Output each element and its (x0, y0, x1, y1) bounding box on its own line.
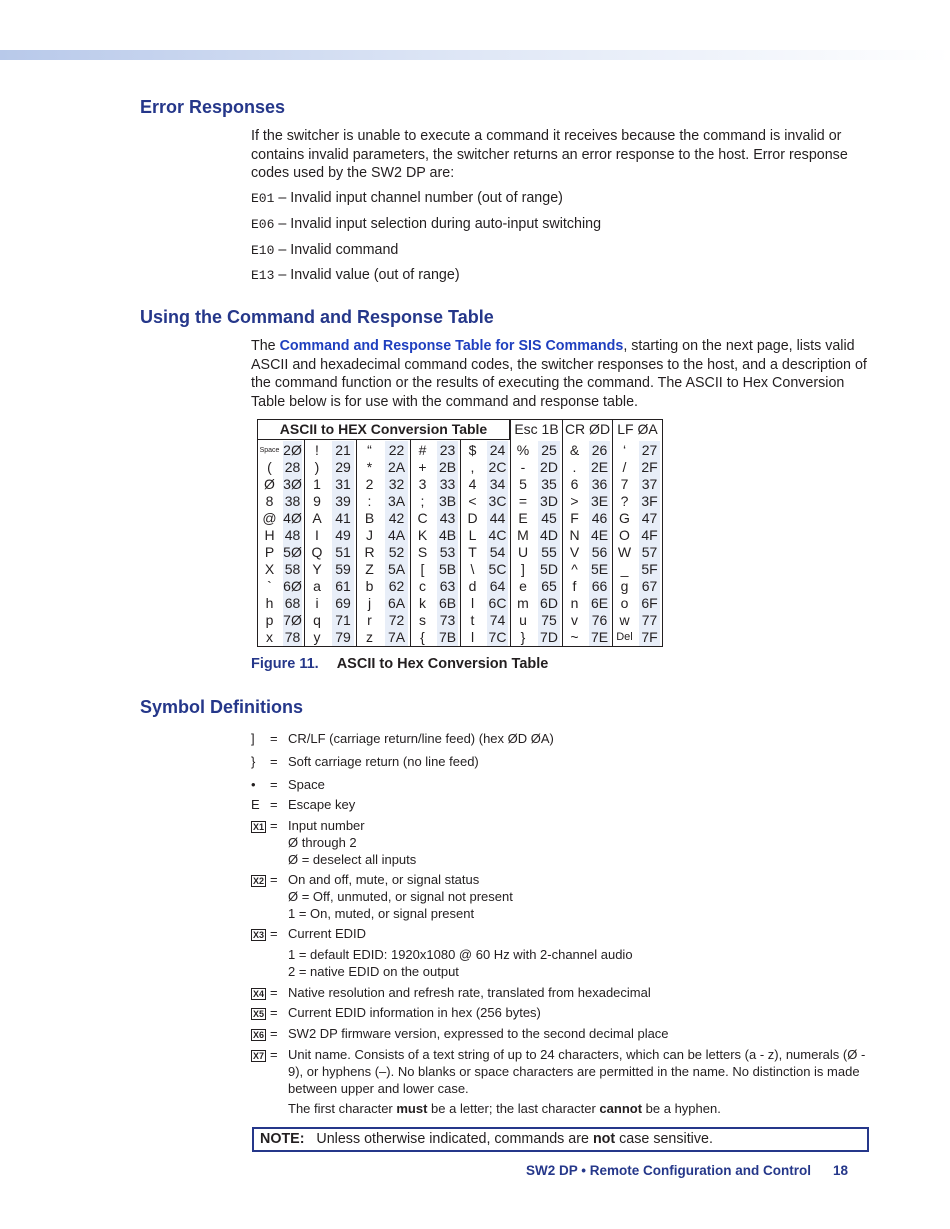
symbol-key (251, 730, 287, 747)
hex-code: 33 (439, 476, 456, 492)
ascii-char: ` (267, 578, 272, 594)
equals-sign: = (270, 985, 278, 1000)
header-gradient-bar (0, 50, 950, 60)
hex-code: 4C (488, 527, 507, 543)
hex-code: 38 (284, 493, 301, 509)
ascii-char: s (419, 612, 426, 628)
ascii-char: k (419, 595, 426, 611)
equals-sign: = (270, 1047, 278, 1062)
error-code: E06 (251, 217, 275, 232)
hex-code: 74 (489, 612, 506, 628)
hex-code: 53 (439, 544, 456, 560)
ascii-char: , (470, 459, 475, 475)
hex-code: 61 (335, 578, 351, 594)
symbol-description: Current EDID (288, 926, 367, 941)
rule-part: The first character (288, 1101, 397, 1116)
hex-code: 34 (489, 476, 506, 492)
error-desc: – Invalid command (274, 242, 399, 258)
ascii-char: h (265, 595, 274, 611)
hex-code: 49 (335, 527, 351, 543)
figure-number: Figure 11. (251, 656, 319, 672)
symbol-key (251, 1025, 287, 1042)
footer-title: SW2 DP • Remote Configuration and Control (526, 1163, 811, 1178)
symbol-description: SW2 DP firmware version, expressed to the second decimal place (288, 1026, 669, 1041)
note-label: NOTE: (260, 1131, 305, 1147)
para-text: The (251, 338, 280, 354)
ascii-char: e (519, 578, 527, 594)
variable-box: X2 (253, 876, 265, 886)
ascii-char: O (619, 527, 630, 543)
error-code-item (251, 242, 398, 258)
hex-code: 47 (641, 510, 658, 526)
hex-code: 5B (438, 561, 457, 577)
ascii-char: y (313, 629, 321, 645)
heading-error-responses: Error Responses (140, 97, 286, 117)
hex-code: 31 (335, 476, 351, 492)
note-text: Unless otherwise indicated, commands are (316, 1131, 593, 1147)
hex-code: 7B (438, 629, 457, 645)
equals-sign: = (270, 818, 278, 833)
equals-sign: = (270, 777, 278, 792)
ascii-char: X (264, 561, 275, 577)
hex-code: 7E (590, 629, 609, 645)
ascii-char: ; (420, 493, 425, 509)
hex-code: 68 (284, 595, 301, 611)
ascii-char: 7 (620, 476, 629, 492)
symbol-glyph: • (251, 777, 256, 792)
hex-code: 23 (439, 442, 456, 458)
rule-text (288, 1100, 868, 1117)
symbol-description: Input number (288, 818, 365, 833)
ascii-char: ] (521, 561, 525, 577)
hex-code: 57 (641, 544, 658, 560)
hex-code: 3E (590, 493, 609, 509)
symbol-key (251, 776, 287, 793)
ascii-char: l (470, 629, 475, 645)
ascii-char: ~ (570, 629, 579, 645)
ascii-char: 3 (418, 476, 427, 492)
hex-code: 7A (387, 629, 406, 645)
ascii-char: w (619, 612, 630, 628)
hex-code: 66 (591, 578, 608, 594)
hex-code: 69 (335, 595, 351, 611)
ascii-char: Q (311, 544, 323, 560)
ascii-char: I (315, 527, 319, 543)
hex-code: 2C (488, 459, 507, 475)
ascii-char: t (470, 612, 475, 628)
hex-code: 6Ø (283, 578, 302, 594)
hex-code: 75 (541, 612, 557, 628)
hex-code: 6F (641, 595, 658, 611)
ascii-char: = (518, 493, 528, 509)
ascii-char: * (366, 459, 373, 475)
ascii-char: + (418, 459, 427, 475)
hex-code: 22 (388, 442, 405, 458)
ascii-char: G (619, 510, 630, 526)
ascii-char: T (468, 544, 477, 560)
variable-box: X3 (253, 930, 265, 940)
ascii-char: S (417, 544, 428, 560)
hex-code: 43 (439, 510, 456, 526)
hex-code: 73 (439, 612, 456, 628)
error-code-item (251, 190, 563, 206)
ascii-char: / (622, 459, 627, 475)
hex-code: 45 (541, 510, 557, 526)
page-number: 18 (832, 1163, 849, 1178)
ascii-char: m (517, 595, 529, 611)
ascii-char: D (467, 510, 478, 526)
ascii-char: B (364, 510, 375, 526)
symbol-description: Escape key (288, 797, 356, 812)
heading-using-command-table: Using the Command and Response Table (140, 307, 494, 327)
symbol-key (251, 984, 287, 1001)
variable-box: X1 (253, 822, 265, 832)
symbol-description: 1 = default EDID: 1920x1080 @ 60 Hz with 2-channel audio (288, 947, 633, 962)
hex-code: 2A (387, 459, 406, 475)
rule-part: be a letter; the last character (427, 1101, 600, 1116)
error-desc: – Invalid input channel number (out of range) (274, 190, 563, 206)
equals-sign: = (270, 754, 278, 769)
ascii-char: c (419, 578, 426, 594)
ascii-char: Del (616, 631, 633, 643)
ascii-char: v (571, 612, 578, 628)
page-footer (526, 1163, 848, 1178)
hex-code: 25 (541, 442, 557, 458)
hex-code: 27 (641, 442, 658, 458)
error-code: E01 (251, 191, 275, 206)
ascii-char: P (264, 544, 275, 560)
hex-code: 5E (590, 561, 609, 577)
hex-code: 4B (438, 527, 457, 543)
ascii-char: ‘ (622, 442, 627, 458)
symbol-description: Space (288, 777, 325, 792)
ascii-table-title: ASCII to HEX Conversion Table (258, 420, 510, 440)
hex-code: 4A (387, 527, 406, 543)
ascii-char: “ (367, 442, 372, 458)
ascii-char: Ø (264, 476, 275, 492)
ascii-char: d (468, 578, 477, 594)
hex-code: 4E (590, 527, 609, 543)
variable-box: X4 (253, 989, 265, 999)
hex-code: 28 (284, 459, 301, 475)
hex-code: 2D (540, 459, 558, 475)
ascii-char: # (418, 442, 427, 458)
hex-code: 78 (284, 629, 301, 645)
hex-code: 42 (388, 510, 405, 526)
ascii-char: } (520, 629, 526, 645)
hex-code: 6B (438, 595, 457, 611)
hex-code: 6D (540, 595, 558, 611)
note-bold: not (592, 1131, 616, 1147)
ascii-char: V (569, 544, 580, 560)
ascii-char: : (367, 493, 372, 509)
ascii-char: b (365, 578, 374, 594)
hex-code: 46 (591, 510, 608, 526)
hex-code: 6E (590, 595, 609, 611)
hex-code: 77 (641, 612, 658, 628)
hex-code: 4Ø (283, 510, 302, 526)
ascii-char: _ (620, 561, 629, 577)
ascii-char: % (516, 442, 530, 458)
ascii-char: Space (259, 447, 280, 454)
error-code: E13 (251, 268, 275, 283)
symbol-key (251, 1046, 287, 1063)
hex-code: 3C (488, 493, 507, 509)
ascii-char: i (315, 595, 319, 611)
ascii-char: A (312, 510, 322, 526)
symbol-key (251, 871, 287, 888)
ascii-char: 4 (468, 476, 477, 492)
hex-code: 41 (335, 510, 351, 526)
hex-code: 44 (489, 510, 506, 526)
ascii-char: < (468, 493, 477, 509)
error-responses-intro: If the switcher is unable to execute a command it receives because the command is invalid or contains invalid parameters, the switcher returns an error response to the host. Error response codes used by the SW2 DP are: (251, 128, 848, 181)
ascii-char: \ (470, 561, 475, 577)
hex-code: 32 (388, 476, 405, 492)
ascii-char: a (313, 578, 321, 594)
equals-sign: = (270, 797, 278, 812)
hex-code: 29 (335, 459, 351, 475)
symbol-glyph: } (251, 754, 256, 769)
error-desc: – Invalid value (out of range) (274, 267, 460, 283)
hex-code: 7Ø (283, 612, 302, 628)
ascii-char: n (570, 595, 579, 611)
ascii-char: 8 (265, 493, 274, 509)
ascii-char: ^ (571, 561, 578, 577)
hex-code: 62 (388, 578, 405, 594)
equals-sign: = (270, 872, 278, 887)
ascii-char: ) (314, 459, 320, 475)
ascii-char: - (520, 459, 526, 475)
symbol-description: Ø = deselect all inputs (288, 852, 417, 867)
command-table-link[interactable]: Command and Response Table for SIS Commands (279, 338, 624, 354)
ascii-char: [ (420, 561, 425, 577)
symbol-key (251, 753, 287, 770)
ascii-char: & (569, 442, 580, 458)
ascii-char: g (620, 578, 629, 594)
equals-sign: = (270, 731, 278, 746)
hex-code: 7D (540, 629, 558, 645)
ascii-char: 9 (313, 493, 321, 509)
error-code-item (251, 216, 601, 232)
ascii-char: Z (365, 561, 374, 577)
hex-code: 39 (335, 493, 351, 509)
ascii-char: . (572, 459, 577, 475)
ascii-char: L (468, 527, 477, 543)
ascii-char: C (417, 510, 428, 526)
hex-code: 6C (488, 595, 507, 611)
ascii-header-cr: CR ØD (562, 420, 612, 440)
rule-bold-must: must (396, 1101, 428, 1116)
hex-code: 21 (335, 442, 351, 458)
hex-code: 48 (284, 527, 301, 543)
hex-code: 64 (489, 578, 506, 594)
ascii-char: o (620, 595, 629, 611)
figure-caption (251, 656, 548, 672)
hex-code: 6A (387, 595, 406, 611)
heading-symbol-definitions: Symbol Definitions (140, 697, 304, 717)
hex-code: 2Ø (283, 442, 302, 458)
symbol-description: Native resolution and refresh rate, translated from hexadecimal (288, 985, 651, 1000)
hex-code: 5A (387, 561, 406, 577)
hex-code: 2E (590, 459, 609, 475)
hex-code: 51 (335, 544, 351, 560)
hex-code: 7F (641, 629, 658, 645)
symbol-description: Ø through 2 (288, 835, 357, 850)
hex-code: 65 (541, 578, 557, 594)
ascii-char: 5 (519, 476, 527, 492)
symbol-glyph: E (251, 797, 260, 812)
hex-code: 3Ø (283, 476, 302, 492)
hex-code: 5D (540, 561, 558, 577)
ascii-header-lf: LF ØA (612, 420, 662, 440)
hex-code: 56 (591, 544, 608, 560)
variable-box: X7 (253, 1051, 265, 1061)
note-box (252, 1127, 869, 1152)
ascii-char: 1 (313, 476, 321, 492)
hex-code: 55 (541, 544, 557, 560)
symbol-description: CR/LF (carriage return/line feed) (hex ØD ØA) (288, 731, 554, 746)
hex-code: 2B (438, 459, 457, 475)
hex-code: 3D (540, 493, 558, 509)
hex-code: 63 (439, 578, 456, 594)
hex-code: 67 (641, 578, 658, 594)
error-code: E10 (251, 243, 275, 258)
ascii-char: x (266, 629, 273, 645)
hex-code: 79 (335, 629, 351, 645)
hex-code: 36 (591, 476, 608, 492)
hex-code: 5C (488, 561, 507, 577)
ascii-char: J (366, 527, 373, 543)
hex-code: 2F (641, 459, 658, 475)
ascii-char: R (364, 544, 375, 560)
symbol-key (251, 925, 287, 942)
symbol-description: Unit name. Consists of a text string of up to 24 characters, which can be letters (a - z), numerals (Ø - 9), or hyphens (–). No blanks or space characters are permitted in the name. No distinction is made between upper and lower case. (288, 1047, 866, 1096)
hex-code: 4D (540, 527, 558, 543)
variable-box: X6 (253, 1030, 265, 1040)
equals-sign: = (270, 1026, 278, 1041)
symbol-description: 1 = On, muted, or signal present (288, 906, 475, 921)
symbol-key (251, 817, 287, 834)
symbol-key (251, 1004, 287, 1021)
ascii-char: 6 (570, 476, 579, 492)
ascii-char: { (420, 629, 425, 645)
hex-code: 71 (335, 612, 351, 628)
ascii-char: F (570, 510, 579, 526)
hex-code: 76 (591, 612, 608, 628)
symbol-key (251, 796, 287, 813)
para-text: , starting on the next page, lists valid ASCII and hexadecimal command codes, the switcher responses to the host, and a description of the command function or the results of executing the command. The ASCII to Hex Conversion Table below is for use with the command and response table. (251, 338, 867, 410)
ascii-char: r (367, 612, 372, 628)
hex-code: 58 (284, 561, 301, 577)
symbol-description: Current EDID information in hex (256 bytes) (288, 1005, 541, 1020)
ascii-char: N (569, 527, 580, 543)
ascii-char: M (517, 527, 529, 543)
ascii-char: 2 (365, 476, 374, 492)
equals-sign: = (270, 1005, 278, 1020)
variable-box: X5 (253, 1009, 265, 1019)
ascii-char: ! (315, 442, 319, 458)
figure-title: ASCII to Hex Conversion Table (336, 656, 549, 672)
hex-code: 4F (641, 527, 658, 543)
hex-code: 59 (335, 561, 351, 577)
error-desc: – Invalid input selection during auto-input switching (274, 216, 602, 232)
hex-code: 5Ø (283, 544, 302, 560)
error-code-item (251, 267, 460, 283)
hex-code: 5F (641, 561, 658, 577)
hex-code: 26 (591, 442, 608, 458)
ascii-char: $ (468, 442, 477, 458)
hex-code: 24 (489, 442, 506, 458)
ascii-char: q (313, 612, 321, 628)
ascii-char: H (264, 527, 275, 543)
ascii-char: > (570, 493, 579, 509)
ascii-char: Y (312, 561, 322, 577)
ascii-char: W (617, 544, 632, 560)
ascii-char: K (417, 527, 428, 543)
using-table-paragraph (251, 337, 871, 411)
equals-sign: = (270, 926, 278, 941)
ascii-char: E (518, 510, 528, 526)
note-text: case sensitive. (615, 1131, 713, 1147)
ascii-char: j (367, 595, 372, 611)
symbol-description: Ø = Off, unmuted, or signal not present (288, 889, 513, 904)
ascii-hex-table (257, 419, 663, 647)
hex-code: 35 (541, 476, 557, 492)
symbol-glyph: ] (251, 731, 255, 746)
hex-code: 3F (641, 493, 658, 509)
hex-code: 54 (489, 544, 506, 560)
rule-part: be a hyphen. (642, 1101, 721, 1116)
symbol-description: Soft carriage return (no line feed) (288, 754, 479, 769)
ascii-char: f (572, 578, 577, 594)
ascii-char: z (366, 629, 373, 645)
hex-code: 7C (488, 629, 507, 645)
ascii-char: U (517, 544, 529, 560)
hex-code: 3B (438, 493, 457, 509)
ascii-char: l (470, 595, 475, 611)
ascii-char: ( (267, 459, 272, 475)
hex-code: 37 (641, 476, 658, 492)
ascii-char: @ (262, 510, 277, 526)
hex-code: 3A (387, 493, 406, 509)
symbol-description: On and off, mute, or signal status (288, 872, 480, 887)
ascii-header-esc: Esc 1B (510, 420, 562, 440)
ascii-char: ? (620, 493, 629, 509)
ascii-char: u (519, 612, 527, 628)
hex-code: 72 (388, 612, 405, 628)
ascii-char: p (265, 612, 274, 628)
symbol-description: 2 = native EDID on the output (288, 964, 459, 979)
rule-bold-cannot: cannot (599, 1101, 643, 1116)
hex-code: 52 (388, 544, 405, 560)
